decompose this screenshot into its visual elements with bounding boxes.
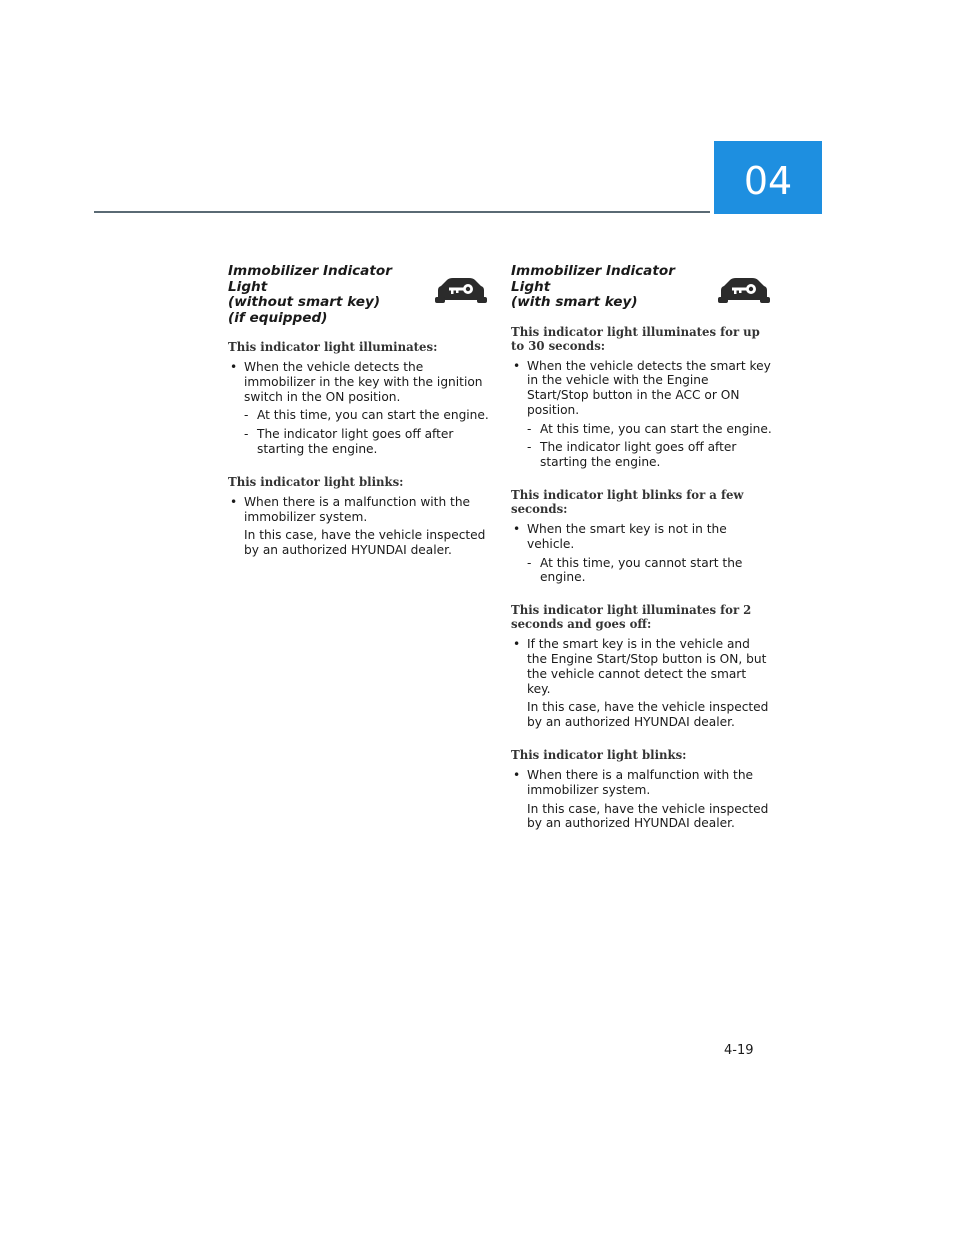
bullet-item [511,359,773,418]
note-text: In this case, have the vehicle inspected by an authorized HYUNDAI dealer. [527,700,769,730]
section-spacer [228,461,490,475]
dash-marker: - [244,427,249,442]
bullet-text: When there is a malfunction with the immobilizer system. [527,768,754,797]
bullet-text: When the smart key is not in the vehicle. [527,522,727,551]
subheading: This indicator light illuminates for up to 30 seconds: [511,324,760,353]
dash-marker: - [244,408,249,423]
header-rule [94,211,710,213]
right-column [511,264,773,835]
dash-text: At this time, you can start the engine. [540,421,772,436]
section-spacer [511,589,773,603]
dash-marker: - [527,440,532,455]
bullet-marker: • [513,637,521,652]
note-text: In this case, have the vehicle inspected by an authorized HYUNDAI dealer. [244,528,486,558]
dash-text: The indicator light goes off after starting the engine. [257,427,454,456]
immobilizer-key-car-icon [715,277,773,303]
dash-item [228,408,490,423]
dash-text: At this time, you cannot start the engine. [540,555,743,585]
bullet-marker: • [513,522,521,537]
bullet-marker: • [513,768,521,783]
bullet-item [511,768,773,798]
left-section-title: Immobilizer Indicator Light (without smart key) (if equipped) [228,263,392,326]
bullet-text: When the vehicle detects the smart key in the vehicle with the Engine Start/Stop button in the ACC or ON position. [527,358,771,417]
subheading: This indicator light blinks: [511,748,687,763]
right-section-header [511,264,773,311]
bullet-item [511,637,773,696]
left-content [228,340,490,558]
section-spacer [511,734,773,748]
page-number: 4-19 [724,1043,754,1058]
bullet-item [228,495,490,525]
dash-item [511,422,773,437]
subheading: This indicator light blinks: [228,474,404,489]
bullet-marker: • [513,358,521,373]
left-column [228,264,490,562]
subheading: This indicator light blinks for a few seconds: [511,488,744,517]
subheading: This indicator light illuminates: [228,340,438,354]
section-spacer [511,474,773,488]
dash-text: At this time, you can start the engine. [257,408,489,423]
dash-item [511,440,773,470]
dash-marker: - [527,555,532,570]
bullet-item [511,522,773,552]
dash-item [228,427,490,457]
bullet-text: When the vehicle detects the immobilizer in the key with the ignition switch in the ON position. [244,360,483,404]
dash-marker: - [527,421,532,436]
bullet-item [228,360,490,404]
note-text: In this case, have the vehicle inspected by an authorized HYUNDAI dealer. [527,801,769,831]
dash-item [511,556,773,586]
bullet-text: If the smart key is in the vehicle and the Engine Start/Stop button is ON, but the vehicle cannot detect the smart key. [527,637,767,696]
bullet-text: When there is a malfunction with the immobilizer system. [244,494,471,524]
dash-text: The indicator light goes off after starting the engine. [540,440,737,470]
left-section-header [228,264,490,326]
right-section-title: Immobilizer Indicator Light (with smart key) [511,263,675,310]
bullet-marker: • [230,494,238,509]
bullet-marker: • [230,360,238,374]
subheading: This indicator light illuminates for 2 seconds and goes off: [511,603,752,632]
right-content [511,325,773,832]
chapter-tab: 04 [714,141,822,214]
immobilizer-key-car-icon [432,277,490,303]
